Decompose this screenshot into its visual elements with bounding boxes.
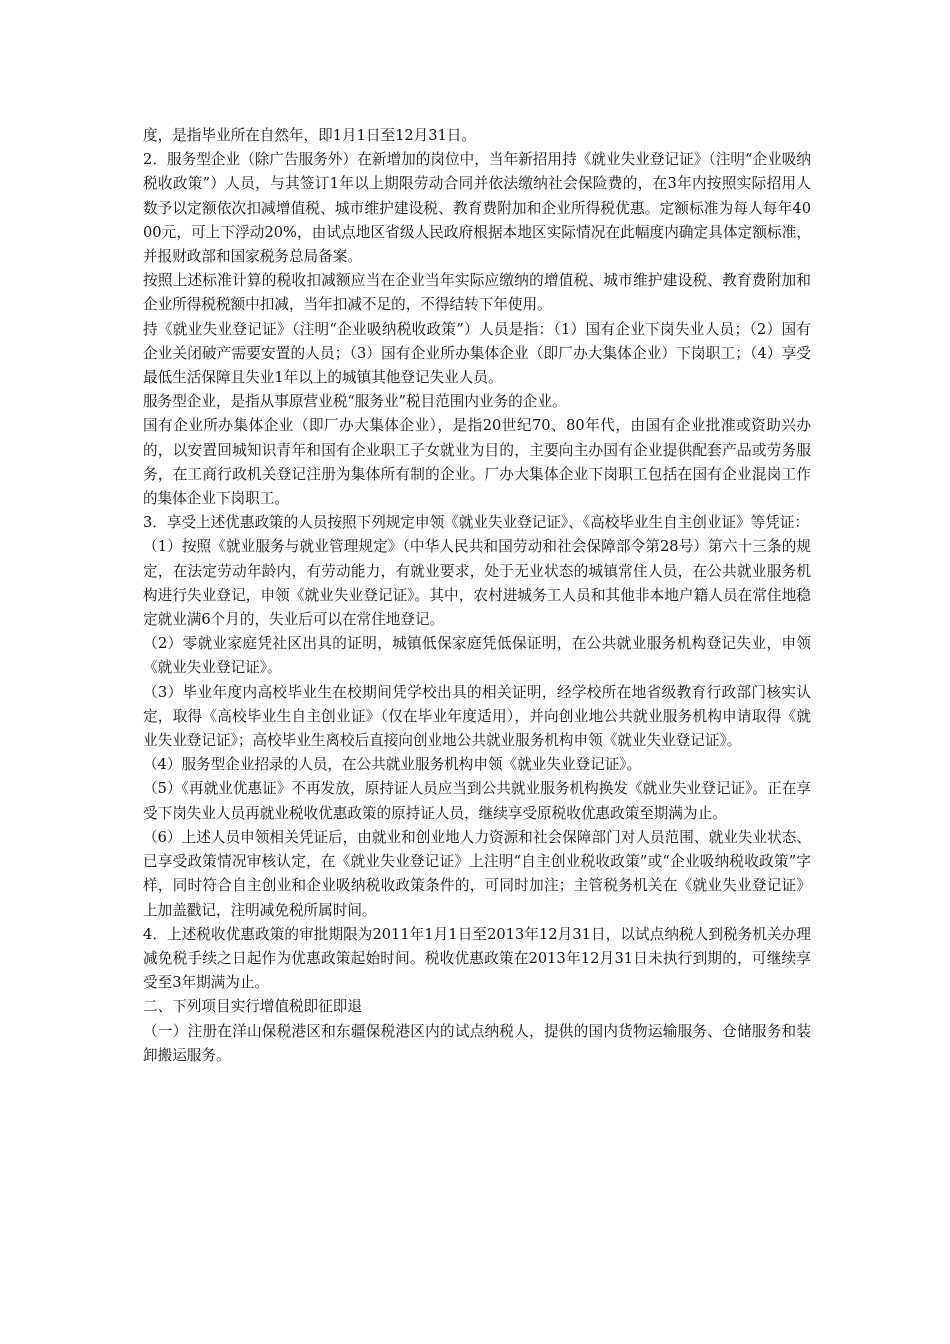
paragraph-7: 3．享受上述优惠政策的人员按照下列规定申领《就业失业登记证》、《高校毕业生自主创业证》等凭证：: [143, 514, 810, 532]
paragraph-12: （5）《再就业优惠证》不再发放，原持证人员应当到公共就业服务机构换发《就业失业登记证》。正在享受下岗失业人员再就业税收优惠政策的原持证人员，继续享受原税收优惠政策至期满为止。: [143, 780, 811, 822]
section-heading: 二、下列项目实行增值税即征即退: [143, 998, 362, 1016]
paragraph-5: 服务型企业，是指从事原营业税“服务业”税目范围内业务的企业。: [143, 393, 567, 411]
paragraph-13: （6）上述人员申领相关凭证后，由就业和创业地人力资源和社会保障部门对人员范围、就业失业状态、已享受政策情况审核认定，在《就业失业登记证》上注明“自主创业税收政策”或“企业吸纳税收政策”字样，同时符合自主创业和企业吸纳税收政策条件的，可同时加注；主管税务机关在《就业失业登记证》上加盖戳记，注明减免税所属时间。: [143, 828, 811, 919]
paragraph-2: 2．服务型企业（除广告服务外）在新增加的岗位中，当年新招用持《就业失业登记证》（注明“企业吸纳税收政策”）人员，与其签订1年以上期限劳动合同并依法缴纳社会保险费的，在3年内按照实际招用人数予以定额依次扣减增值税、城市维护建设税、教育费附加和企业所得税优惠。定额标准为每人每年4000元，可上下浮动20%，由试点地区省级人民政府根据本地区实际情况在此幅度内确定具体定额标准，并报财政部和国家税务总局备案。: [143, 151, 811, 266]
paragraph-4: 持《就业失业登记证》（注明“企业吸纳税收政策”）人员是指：（1）国有企业下岗失业人员；（2）国有企业关闭破产需要安置的人员；（3）国有企业所办集体企业（即厂办大集体企业）下岗职工；（4）享受最低生活保障且失业1年以上的城镇其他登记失业人员。: [143, 320, 811, 387]
document-page: [143, 124, 811, 1068]
paragraph-10: （3）毕业年度内高校毕业生在校期间凭学校出具的相关证明，经学校所在地省级教育行政部门核实认定，取得《高校毕业生自主创业证》（仅在毕业年度适用），并向创业地公共就业服务机构申请取得《就业失业登记证》；高校毕业生离校后直接向创业地公共就业服务机构申领《就业失业登记证》。: [143, 683, 811, 750]
paragraph-16: （一）注册在洋山保税港区和东疆保税港区内的试点纳税人，提供的国内货物运输服务、仓储服务和装卸搬运服务。: [143, 1022, 811, 1064]
paragraph-6: 国有企业所办集体企业（即厂办大集体企业），是指20世纪70、80年代，由国有企业批准或资助兴办的，以安置回城知识青年和国有企业职工子女就业为目的，主要向主办国有企业提供配套产品或劳务服务，在工商行政机关登记注册为集体所有制的企业。厂办大集体企业下岗职工包括在国有企业混岗工作的集体企业下岗职工。: [143, 417, 811, 508]
paragraph-11: （4）服务型企业招录的人员，在公共就业服务机构申领《就业失业登记证》。: [143, 756, 642, 774]
paragraph-1: 度，是指毕业所在自然年，即1月1日至12月31日。: [143, 127, 476, 144]
paragraph-3: 按照上述标准计算的税收扣减额应当在企业当年实际应缴纳的增值税、城市维护建设税、教育费附加和企业所得税税额中扣减，当年扣减不足的，不得结转下年使用。: [143, 272, 811, 314]
paragraph-14: 4．上述税收优惠政策的审批期限为2011年1月1日至2013年12月31日，以试点纳税人到税务机关办理减免税手续之日起作为优惠政策起始时间。税收优惠政策在2013年12月31日未执行到期的，可继续享受至3年期满为止。: [143, 925, 811, 992]
paragraph-8: （1）按照《就业服务与就业管理规定》（中华人民共和国劳动和社会保障部令第28号）第六十三条的规定，在法定劳动年龄内，有劳动能力，有就业要求，处于无业状态的城镇常住人员，在公共就业服务机构进行失业登记，申领《就业失业登记证》。其中，农村进城务工人员和其他非本地户籍人员在常住地稳定就业满6个月的，失业后可以在常住地登记。: [143, 538, 811, 629]
paragraph-9: （2）零就业家庭凭社区出具的证明，城镇低保家庭凭低保证明，在公共就业服务机构登记失业，申领《就业失业登记证》。: [143, 635, 811, 677]
